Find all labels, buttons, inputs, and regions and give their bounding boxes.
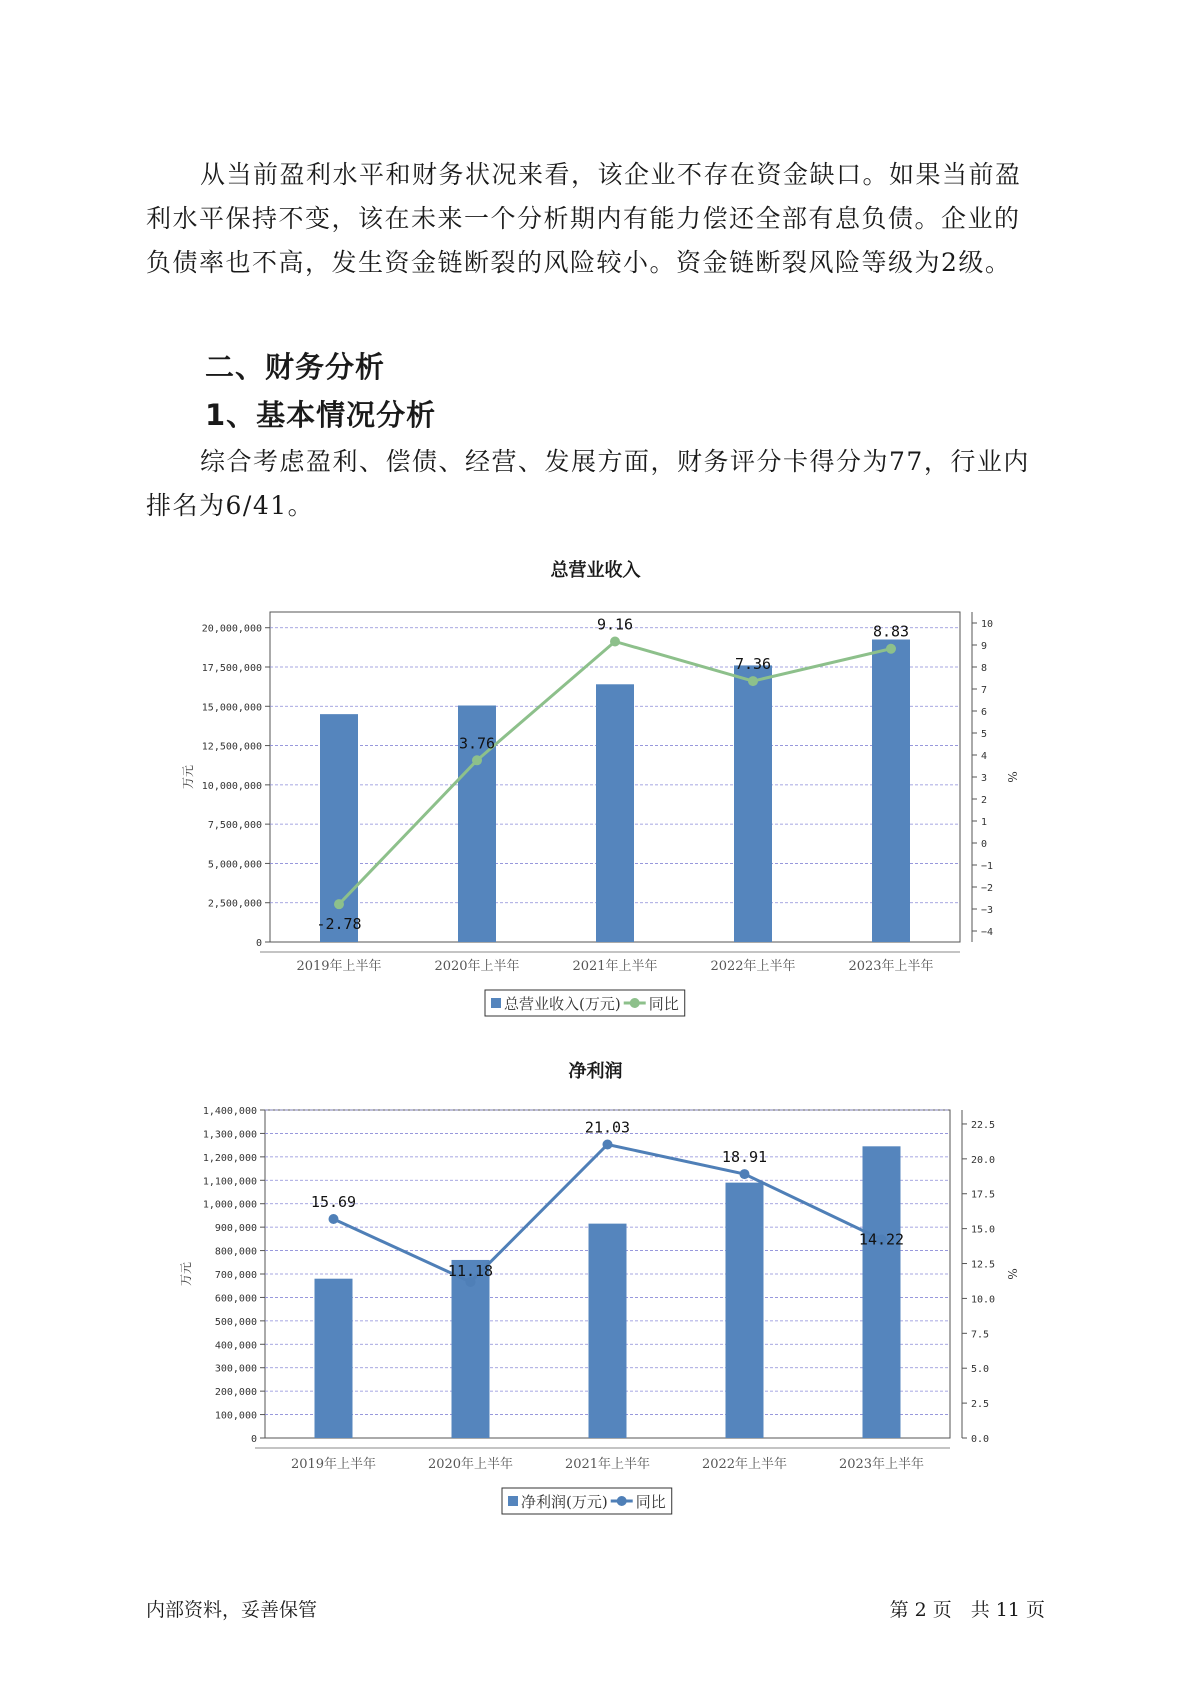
x-tick-label: 2023年上半年 — [838, 1457, 925, 1472]
legend-bar-swatch — [508, 1496, 518, 1506]
y-tick-label: 5,000,000 — [207, 859, 262, 871]
y-tick-label: 200,000 — [214, 1387, 257, 1399]
y-axis-title: 万元 — [179, 1261, 193, 1287]
y-tick-label: 500,000 — [214, 1316, 257, 1328]
y-tick-label: 1,000,000 — [202, 1199, 257, 1211]
y2-tick-label: −3 — [981, 905, 994, 916]
y2-tick-label: 7 — [981, 685, 988, 696]
y-tick-label: 1,300,000 — [202, 1129, 257, 1141]
y-tick-label: 0 — [250, 1434, 257, 1445]
legend-bar-label: 总营业收入(万元) — [504, 995, 621, 1013]
section-heading: 二、财务分析 — [205, 350, 386, 384]
yoy-point — [740, 1169, 750, 1179]
y2-tick-label: 10 — [981, 619, 994, 630]
legend-line-marker — [617, 1496, 627, 1506]
y2-tick-label: 20.0 — [971, 1154, 996, 1166]
y2-tick-label: −1 — [981, 861, 994, 872]
y2-tick-label: 12.5 — [971, 1259, 996, 1271]
y2-tick-label: 15.0 — [971, 1224, 996, 1236]
y-tick-label: 300,000 — [214, 1363, 257, 1375]
data-label: -2.78 — [316, 915, 362, 934]
y2-tick-label: 1 — [981, 817, 988, 828]
data-label: 18.91 — [721, 1148, 768, 1167]
legend-bar-label: 净利润(万元) — [521, 1493, 608, 1511]
data-label: 11.18 — [447, 1261, 494, 1280]
y-tick-label: 0 — [255, 938, 262, 949]
y-axis-title: 万元 — [181, 764, 195, 790]
score-paragraph — [146, 440, 1046, 528]
x-tick-label: 2019年上半年 — [290, 1457, 377, 1472]
x-tick-label: 2022年上半年 — [710, 959, 796, 974]
y2-tick-label: 6 — [981, 707, 988, 718]
yoy-point — [334, 899, 344, 909]
x-tick-label: 2020年上半年 — [434, 959, 520, 974]
x-tick-label: 2021年上半年 — [564, 1457, 651, 1472]
bar — [734, 665, 772, 942]
y2-tick-label: 7.5 — [971, 1329, 990, 1341]
net-profit-chart — [0, 1070, 1191, 1530]
y-tick-label: 20,000,000 — [201, 623, 262, 635]
data-label: 21.03 — [584, 1118, 631, 1137]
score-text: 综合考虑盈利、偿债、经营、发展方面，财务评分卡得分为77，行业内排名为6/41。 — [146, 447, 1030, 520]
x-tick-label: 2020年上半年 — [427, 1457, 514, 1472]
y2-axis-title: % — [1005, 1268, 1019, 1280]
y-tick-label: 1,400,000 — [202, 1106, 257, 1117]
y-tick-label: 1,100,000 — [202, 1176, 257, 1188]
bar — [726, 1183, 764, 1438]
legend-line-label: 同比 — [635, 1493, 666, 1511]
y2-tick-label: 9 — [981, 641, 988, 652]
y-tick-label: 900,000 — [214, 1223, 257, 1235]
footer-page-number: 第 2 页 共 11 页 — [889, 1599, 1045, 1621]
yoy-point — [748, 676, 758, 686]
risk-summary-text: 从当前盈利水平和财务状况来看，该企业不存在资金缺口。如果当前盈利水平保持不变，该在未来一个分析期内有能力偿还全部有息负债。企业的负债率也不高，发生资金链断裂的风险较小。资金链断裂风险等级为2级。 — [146, 160, 1022, 277]
y-tick-label: 400,000 — [214, 1340, 257, 1352]
y-tick-label: 2,500,000 — [207, 898, 262, 910]
x-tick-label: 2023年上半年 — [848, 959, 934, 974]
bar — [589, 1224, 627, 1438]
bar — [863, 1146, 901, 1438]
y2-tick-label: 10.0 — [971, 1294, 996, 1306]
y2-axis-title: % — [1005, 771, 1019, 783]
y2-tick-label: 0 — [981, 839, 988, 850]
y-tick-label: 700,000 — [214, 1270, 257, 1281]
yoy-point — [329, 1214, 339, 1224]
x-tick-label: 2021年上半年 — [572, 959, 658, 974]
y-tick-label: 600,000 — [214, 1293, 257, 1305]
net-profit-chart-title: 净利润 — [568, 1061, 623, 1082]
yoy-point — [610, 636, 620, 646]
yoy-point — [886, 644, 896, 654]
y2-tick-label: 2.5 — [971, 1399, 990, 1411]
y2-tick-label: −2 — [981, 883, 994, 894]
y-tick-label: 10,000,000 — [201, 780, 262, 792]
revenue-chart-title: 总营业收入 — [550, 560, 641, 581]
bar — [872, 640, 910, 943]
y2-tick-label: 2 — [981, 795, 988, 806]
data-label: 7.36 — [734, 655, 772, 674]
y2-tick-label: 22.5 — [971, 1119, 996, 1131]
legend-bar-swatch — [491, 998, 501, 1008]
y2-tick-label: 4 — [981, 751, 988, 762]
y2-tick-label: 5.0 — [971, 1364, 990, 1376]
x-tick-label: 2022年上半年 — [701, 1457, 788, 1472]
data-label: 3.76 — [458, 734, 496, 753]
y-tick-label: 1,200,000 — [202, 1152, 257, 1164]
y-tick-label: 15,000,000 — [201, 702, 262, 714]
legend-line-label: 同比 — [648, 995, 679, 1013]
footer-confidential: 内部资料，妥善保管 — [146, 1599, 318, 1621]
y2-tick-label: −4 — [981, 927, 994, 938]
data-label: 9.16 — [596, 615, 634, 634]
yoy-point — [472, 755, 482, 765]
y2-tick-label: 8 — [981, 663, 988, 674]
y-tick-label: 12,500,000 — [201, 741, 262, 753]
subsection-heading: 1、基本情况分析 — [205, 398, 437, 432]
data-label: 14.22 — [858, 1230, 905, 1249]
data-label: 15.69 — [310, 1193, 357, 1212]
risk-summary-paragraph — [146, 153, 1046, 285]
data-label: 8.83 — [872, 622, 910, 641]
y-tick-label: 7,500,000 — [207, 820, 262, 832]
legend-line-marker — [630, 998, 640, 1008]
bar — [315, 1279, 353, 1438]
bar — [596, 684, 634, 942]
y2-tick-label: 0.0 — [971, 1434, 990, 1445]
y-tick-label: 17,500,000 — [201, 663, 262, 674]
revenue-chart — [0, 570, 1191, 1020]
y2-tick-label: 5 — [981, 729, 988, 740]
y2-tick-label: 3 — [981, 773, 988, 784]
y-tick-label: 800,000 — [214, 1246, 257, 1258]
y2-tick-label: 17.5 — [971, 1189, 996, 1201]
y-tick-label: 100,000 — [214, 1410, 257, 1422]
x-tick-label: 2019年上半年 — [296, 959, 382, 974]
yoy-point — [603, 1139, 613, 1149]
